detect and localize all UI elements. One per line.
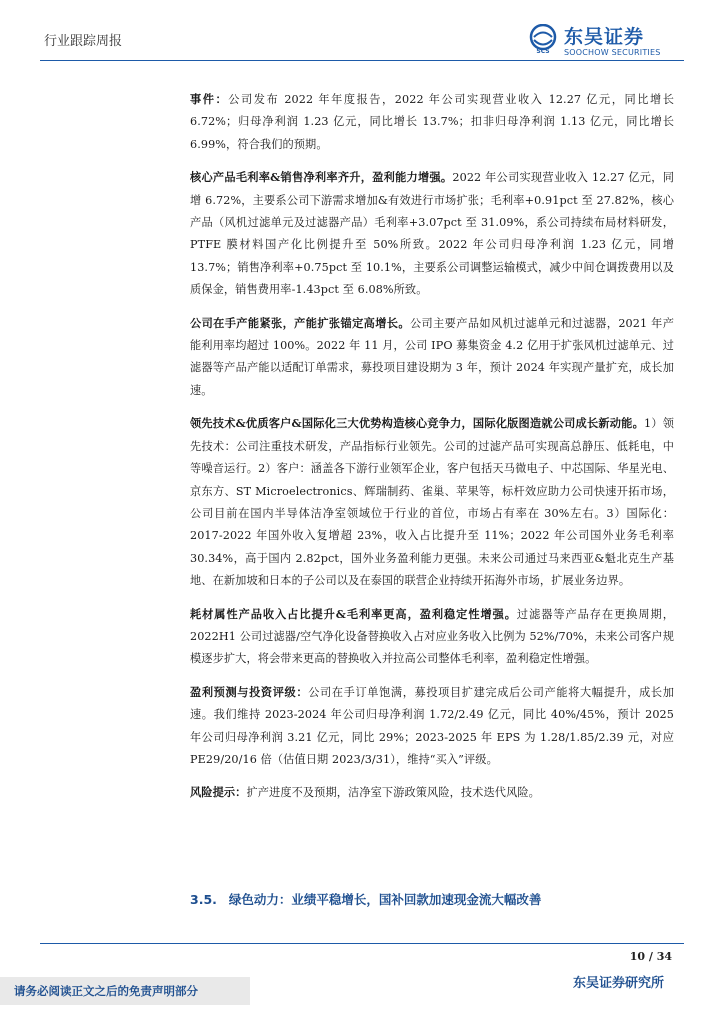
paragraph-text: 公司主要产品如风机过滤单元和过滤器，2021 年产能利用率均超过 100%。2022 年 11 月，公司 IPO 募集资金 4.2 亿用于扩张风机过滤单元、过滤器等产品产能以适配订单需求，募投项目建设期为 3 年，预计 2024 年实现产量扩充，成长加速。 xyxy=(190,316,675,397)
section-title-text: 绿色动力：业绩平稳增长，国补回款加速现金流大幅改善 xyxy=(228,892,542,907)
paragraph-margin xyxy=(190,166,674,301)
section-number: 3.5. xyxy=(190,892,217,907)
report-type-title: 行业跟踪周报 xyxy=(44,34,123,49)
paragraph-lead: 公司在手产能紧张，产能扩张锚定高增长。 xyxy=(190,315,410,330)
logo-mark-icon xyxy=(528,24,558,54)
logo-mark-text: SCS xyxy=(536,48,550,54)
paragraph-lead: 核心产品毛利率&销售净利率齐升，盈利能力增强。 xyxy=(190,170,453,185)
paragraph-lead: 盈利预测与投资评级： xyxy=(190,684,309,699)
paragraph-event xyxy=(190,88,674,156)
report-body xyxy=(190,88,674,815)
paragraph-lead: 事件： xyxy=(190,92,229,106)
paragraph-advantages xyxy=(190,412,674,592)
paragraph-text: 公司发布 2022 年年度报告，2022 年公司实现营业收入 12.27 亿元，同比增长 6.72%；归母净利润 1.23 亿元，同比增长 13.7%；扣非归母净利润 1.13 亿元，同比增长 6.99%，符合我们的预期。 xyxy=(190,93,674,151)
disclaimer-banner xyxy=(0,977,250,1005)
institute-name: 东吴证券研究所 xyxy=(572,976,664,991)
paragraph-capacity xyxy=(190,312,674,403)
paragraph-forecast xyxy=(190,681,674,772)
paragraph-lead: 风险提示： xyxy=(190,785,247,800)
paragraph-text: 过滤器等产品存在更换周期，2022H1 公司过滤器/空气净化设备替换收入占对应业务收入比例为 52%/70%，未来公司客户规模逐步扩大，将会带来更高的替换收入并拉高公司整体毛利率，盈利稳定性增强。 xyxy=(190,607,674,666)
paragraph-consumables xyxy=(190,603,674,671)
paragraph-lead: 领先技术&优质客户&国际化三大优势构造核心竞争力，国际化版图造就公司成长新动能。 xyxy=(190,416,644,431)
paragraph-text: 2022 年公司实现营业收入 12.27 亿元，同增 6.72%，主要系公司下游需求增加&有效进行市场扩张；毛利率+0.91pct 至 27.82%，核心产品（风机过滤单元及过滤器产品）毛利率+3.07pct 至 31.09%，系公司持续布局材料研发，PTFE 膜材料国产化比例提升至 50%所致。2022 年公司归母净利润 1.23 亿元，同增 13.7%；销售净利率+0.75pct 至 10.1%，主要系公司调整运输模式，减少中间仓调拨费用以及质保金，销售费用率-1.43pct 至 6.08%所致。 xyxy=(190,171,675,297)
paragraph-text: 1）领先技术：公司注重技术研发，产品指标行业领先。公司的过滤产品可实现高总静压、低耗电，中等噪音运行。2）客户：涵盖各下游行业领军企业，客户包括天马微电子、中芯国际、华星光电、京东方、ST Microelectronics、辉瑞制药、雀巢、苹果等，标杆效应助力公司快速开拓市场，公司目前在国内半导体洁净室领域位于行业的首位，市场占有率在 30%左右。3）国际化：2017-2022 年国外收入复增超 23%，收入占比提升至 11%；2022 年公司国外业务毛利率 30.34%，高于国内 2.82pct，国外业务盈利能力更强。未来公司通过马来西亚&魁北克生产基地、在新加坡和日本的子公司以及在泰国的联营企业持续开拓海外市场，扩展业务边界。 xyxy=(190,417,675,588)
logo-cn-text: 东吴证券 xyxy=(564,26,645,48)
company-logo xyxy=(528,22,676,62)
header-divider xyxy=(40,60,684,61)
disclaimer-text: 请务必阅读正文之后的免责声明部分 xyxy=(14,984,198,998)
logo-en-text: SOOCHOW SECURITIES xyxy=(564,48,661,57)
paragraph-text: 扩产进度不及预期，洁净室下游政策风险，技术迭代风险。 xyxy=(246,786,540,800)
paragraph-lead: 耗材属性产品收入占比提升&毛利率更高，盈利稳定性增强。 xyxy=(190,606,517,621)
paragraph-text: 公司在手订单饱满，募投项目扩建完成后公司产能将大幅提升，成长加速。我们维持 2023-2024 年公司归母净利润 1.72/2.49 亿元，同比 40%/45%，预计 2025 年公司归母净利润 3.21 亿元，同比 29%；2023-2025 年 EPS 为 1.28/1.85/2.39 元，对应 PE29/20/16 倍（估值日期 2023/3/31），维持“买入”评级。 xyxy=(190,685,674,766)
footer-divider xyxy=(40,943,684,944)
paragraph-risk xyxy=(190,781,674,804)
page-number: 10 / 34 xyxy=(629,950,672,963)
section-heading xyxy=(190,890,541,908)
